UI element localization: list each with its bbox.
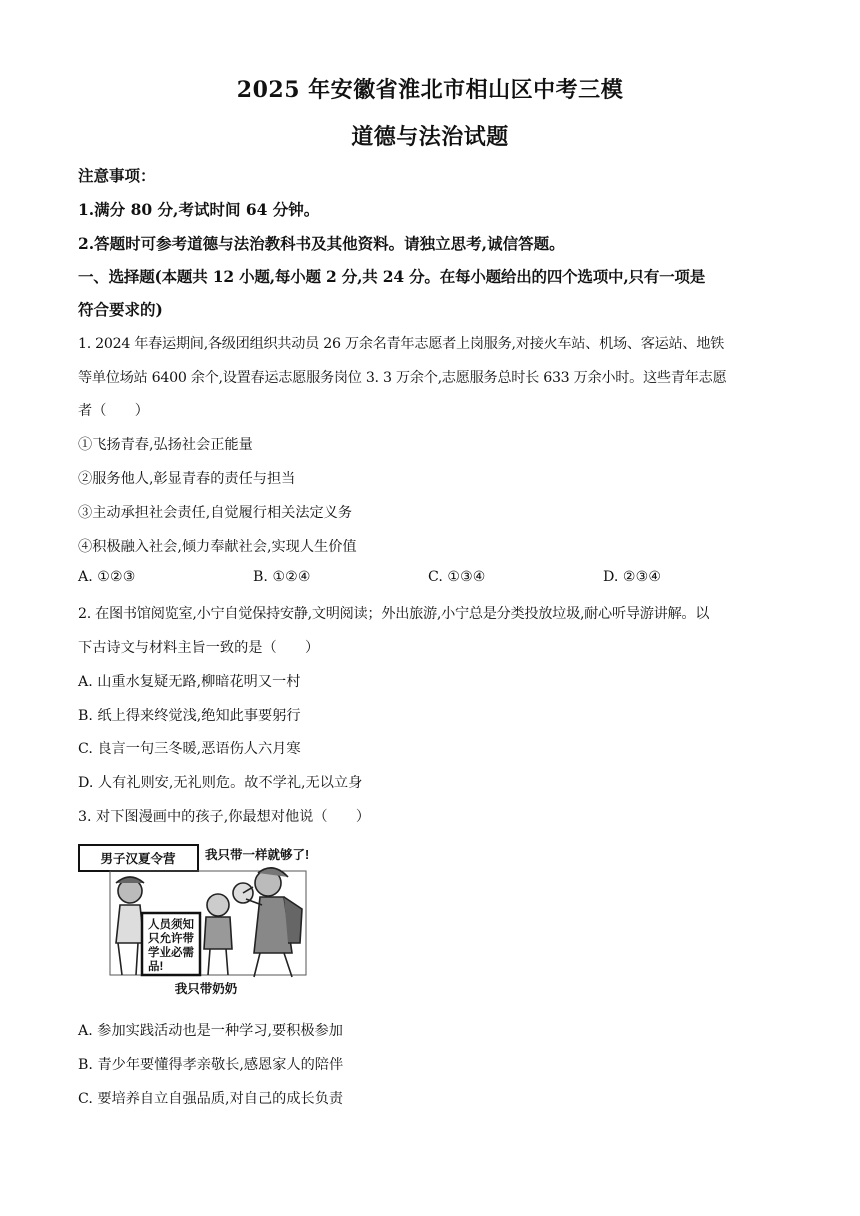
q2-option-d[interactable]: D. 人有礼则安,无礼则危。故不学礼,无以立身 (78, 775, 363, 791)
q1-stem-line: 者（ ） (78, 403, 149, 419)
q1-statement: ④积极融入社会,倾力奉献社会,实现人生价值 (78, 539, 357, 555)
exam-title: 2025 年安徽省淮北市相山区中考三模 (236, 77, 624, 103)
svg-text:人员须知: 人员须知 (148, 919, 194, 931)
boy-figure (204, 894, 232, 975)
notice-item: 2.答题时可参考道德与法治教科书及其他资料。请独立思考,诚信答题。 (78, 234, 565, 253)
cartoon-caption: 我只带奶奶 (174, 982, 238, 996)
q1-stem-line: 等单位场站 6400 余个,设置春运志愿服务岗位 3. 3 万余个,志愿服务总时长 633 万余小时。这些青年志愿 (78, 370, 727, 386)
q2-option-c[interactable]: C. 良言一句三冬暖,恶语伤人六月寒 (78, 741, 301, 757)
q3-option-a[interactable]: A. 参加实践活动也是一种学习,要积极参加 (78, 1023, 343, 1039)
q1-statement: ①飞扬青春,弘扬社会正能量 (78, 437, 253, 453)
section-heading: 一、选择题(本题共 12 小题,每小题 2 分,共 24 分。在每小题给出的四个选项中,只有一项是 (78, 267, 706, 286)
notice-heading: 注意事项： (78, 166, 156, 185)
camp-sign-text: 男子汉夏令营 (100, 852, 176, 866)
q2-option-b[interactable]: B. 纸上得来终觉浅,绝知此事要躬行 (78, 708, 301, 724)
q3-option-c[interactable]: C. 要培养自立自强品质,对自己的成长负责 (78, 1091, 344, 1107)
q1-statement: ②服务他人,彰显青春的责任与担当 (78, 471, 296, 487)
notice-item: 1.满分 80 分,考试时间 64 分钟。 (78, 200, 320, 219)
section-heading-cont: 符合要求的) (78, 300, 163, 319)
grandma-figure (233, 868, 302, 977)
counselor-figure (116, 877, 144, 975)
q1-statement: ③主动承担社会责任,自觉履行相关法定义务 (78, 505, 353, 521)
svg-text:品!: 品! (148, 961, 164, 973)
q2-stem-line: 2. 在图书馆阅览室,小宁自觉保持安静,文明阅读；外出旅游,小宁总是分类投放垃圾,耐心听导游讲解。以 (78, 606, 710, 622)
cartoon-image (78, 843, 338, 1001)
q1-option-b[interactable]: B. ①②④ (253, 569, 311, 585)
svg-text:学业必需: 学业必需 (148, 947, 194, 959)
speech-text: 我只带一样就够了! (205, 848, 310, 862)
q3-option-b[interactable]: B. 青少年要懂得孝亲敬长,感恩家人的陪伴 (78, 1057, 344, 1073)
q1-stem-line: 1. 2024 年春运期间,各级团组织共动员 26 万余名青年志愿者上岗服务,对接火车站、机场、客运站、地铁 (78, 336, 725, 352)
q1-options (78, 569, 778, 585)
q1-option-c[interactable]: C. ①③④ (428, 569, 486, 585)
q1-option-d[interactable]: D. ②③④ (603, 569, 662, 585)
q3-stem: 3. 对下图漫画中的孩子,你最想对他说（ ） (78, 809, 371, 825)
svg-text:只允许带: 只允许带 (148, 933, 194, 945)
q2-option-a[interactable]: A. 山重水复疑无路,柳暗花明又一村 (78, 674, 301, 690)
q2-stem-line: 下古诗文与材料主旨一致的是（ ） (78, 640, 320, 656)
q1-option-a[interactable]: A. ①②③ (78, 569, 136, 585)
exam-subtitle: 道德与法治试题 (351, 124, 509, 150)
